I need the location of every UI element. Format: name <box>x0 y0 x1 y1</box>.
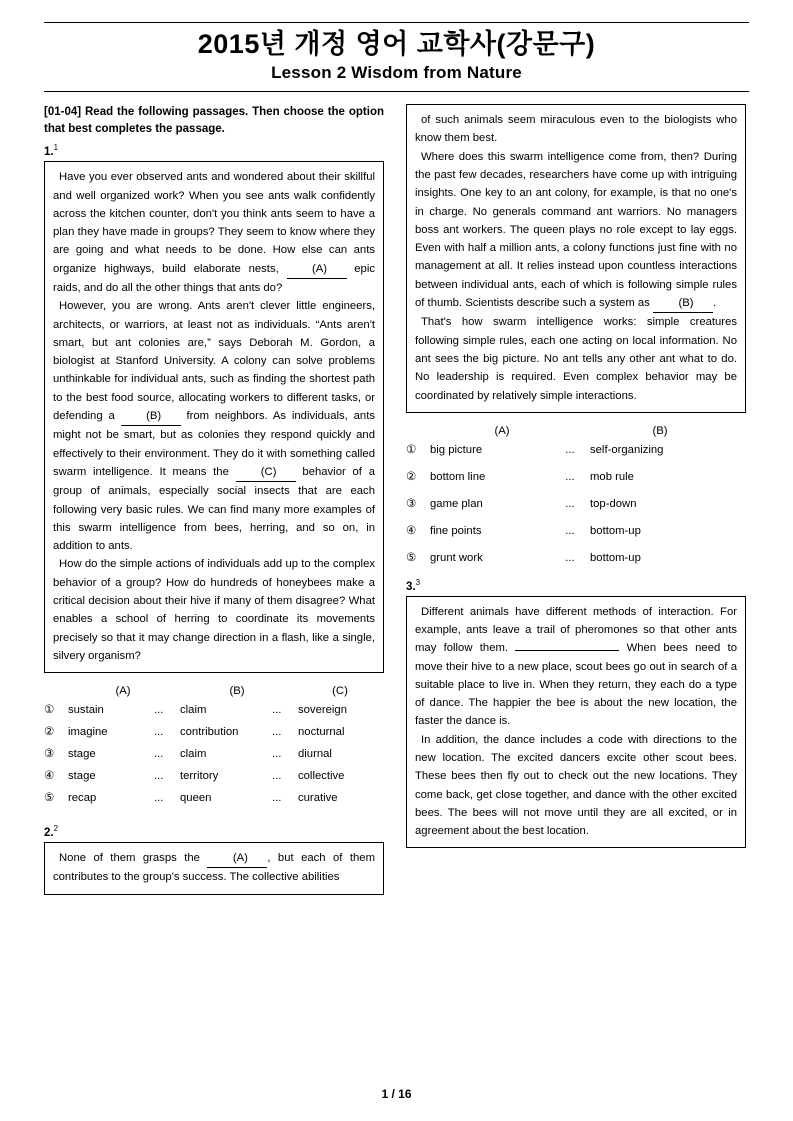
choice-value-a: bottom line <box>430 470 486 483</box>
question-3-label: 3. <box>406 580 416 593</box>
choice-header-c: (C) <box>332 685 348 698</box>
choice-value-c: nocturnal <box>298 726 345 739</box>
choice-value-c: sovereign <box>298 704 347 717</box>
choice-value-b: top-down <box>590 497 637 510</box>
passage-text: of such animals seem miraculous even to the biologists who know them best. <box>415 114 737 145</box>
choice-dots: ... <box>272 748 282 761</box>
passage-text-tail: When bees need to move their hive to a new place, scout bees go out in search of a suitable place to live in. When they return, they each do a type of dance. The happier the bee is about the new location, the faster the dance is. <box>415 642 737 728</box>
choice-dots: ... <box>272 704 282 717</box>
choice-number: ⑤ <box>44 792 55 805</box>
choice-option[interactable] <box>44 791 384 804</box>
page-footer: 1 / 16 <box>381 1087 412 1101</box>
choice-dots: ... <box>154 748 164 761</box>
choice-number: ③ <box>44 748 55 761</box>
choice-dots: ... <box>154 726 164 739</box>
choice-number: ⑤ <box>406 551 417 564</box>
passage-text: In addition, the dance includes a code with directions to the new location. The excited dancers excite other scout bees. These bees then fly out to check out the new locations. They come back, get close together, and dance with the other excited bees. The bees will not move until they are all excited, or in agreement about the best location. <box>415 733 737 838</box>
choice-option[interactable] <box>406 524 746 537</box>
blank-a: (A) <box>287 260 347 279</box>
blank-b: (B) <box>121 407 181 426</box>
choice-option[interactable] <box>44 747 384 760</box>
choice-number: ② <box>44 726 55 739</box>
choice-number: ② <box>406 470 417 483</box>
passage-text: How do the simple actions of individuals add up to the complex behavior of a group? How do hundreds of honeybees make a critical decision about their hive if many of them disagree? What enables a school of herring to coordinate its movements precisely so that it may change direction in a flash, like a single, silvery organism? <box>53 558 375 662</box>
choice-header-spacer <box>44 685 68 697</box>
instruction-text: [01-04] Read the following passages. Then choose the option that best completes the passage. <box>44 106 384 135</box>
choice-dots: ... <box>565 470 575 483</box>
choice-value-a: recap <box>68 792 97 805</box>
question-1-footnote: 1 <box>53 143 59 153</box>
choice-option[interactable] <box>44 703 384 716</box>
choice-value-b: bottom-up <box>590 524 641 537</box>
choice-header-spacer <box>406 425 430 437</box>
choice-header-b: (B) <box>652 424 668 437</box>
choice-dots: ... <box>154 704 164 717</box>
passage-text-mid: from neighbors. As individuals, ants might not be smart, but as colonies they respond quickly and effectively to their environment. They do it with something called swarm intelligence. It means the <box>53 410 375 478</box>
choice-option[interactable] <box>406 470 746 483</box>
choice-value-c: curative <box>298 792 338 805</box>
choice-value-a: fine points <box>430 524 482 537</box>
passage-paragraph <box>53 297 375 555</box>
passage-text-tail: , but each of them contributes to the group's success. The collective abilities <box>53 852 375 884</box>
passage-text-tail: behavior of a group of animals, especially social insects that are each following very basic rules. We can find many more examples of this swarm intelligence from bees, herring, and so on, in addition to ants. <box>53 465 375 553</box>
choice-dots: ... <box>565 497 575 510</box>
question-1-label: 1. <box>44 146 54 159</box>
choice-dots: ... <box>154 792 164 805</box>
choice-dots: ... <box>272 792 282 805</box>
choice-value-a: game plan <box>430 497 483 510</box>
choice-number: ① <box>406 443 417 456</box>
choice-value-a: stage <box>68 770 96 783</box>
choice-dots: ... <box>565 443 575 456</box>
passage-text: However, you are wrong. Ants aren't clever little engineers, architects, or warriors, at least not as individuals. “Ants aren't smart, but ant colonies are,” says Deborah M. Gordon, a biologist at Stanford University. A colony can solve problems unthinkable for individual ants, such as finding the shortest path to the best food source, allocating workers to different tasks, or defending a <box>53 300 375 423</box>
left-column <box>44 104 384 895</box>
question-3-passage <box>406 596 746 849</box>
choice-dots: ... <box>272 726 282 739</box>
choice-value-a: sustain <box>68 704 104 717</box>
passage-text: Different animals have different methods of interaction. For example, ants leave a trail of pheromones so that other ants may follow them. <box>415 605 737 655</box>
passage-text: None of them grasps the <box>59 852 208 865</box>
choice-option[interactable] <box>406 551 746 564</box>
choice-option[interactable] <box>44 725 384 738</box>
question-1-passage <box>44 161 384 673</box>
passage-paragraph <box>53 168 375 297</box>
choice-value-a: imagine <box>68 726 108 739</box>
two-column-body <box>44 104 749 895</box>
question-2-label: 2. <box>44 827 54 840</box>
passage-paragraph <box>53 555 375 665</box>
question-2-number <box>44 824 384 839</box>
choice-number: ④ <box>44 770 55 783</box>
passage-paragraph <box>415 313 737 404</box>
passage-text-tail: epic raids, and do all the other things that ants do? <box>53 262 375 294</box>
choice-header-b: (B) <box>229 685 245 698</box>
passage-text-tail: . <box>712 297 717 310</box>
passage-paragraph <box>53 849 375 887</box>
choice-number: ① <box>44 704 55 717</box>
question-2-passage-continued <box>406 104 746 413</box>
choice-value-b: claim <box>180 748 207 761</box>
choice-value-a: big picture <box>430 443 483 456</box>
choice-value-a: stage <box>68 748 96 761</box>
question-1-choices <box>44 685 384 804</box>
choice-dots: ... <box>272 770 282 783</box>
choice-value-b: contribution <box>180 726 239 739</box>
choice-value-b: queen <box>180 792 212 805</box>
choice-header-a: (A) <box>494 424 510 437</box>
question-1-number <box>44 143 384 158</box>
question-3-footnote: 3 <box>415 577 421 587</box>
choice-dots: ... <box>565 551 575 564</box>
page-header <box>44 22 749 92</box>
page-title: 2015년 개정 영어 교학사(강문구) <box>197 29 596 59</box>
passage-text: Where does this swarm intelligence come from, then? During the past few decades, researchers have come up with intriguing insights. One key to an ant colony, for example, is that no one's in charge. No generals command ant warriors. No managers boss ant workers. The queen plays no role except to lay eggs. Even with half a million ants, a colony functions just fine with no management at all. It relies instead upon countless interactions between individual ants, each of which is following simple rules of thumb. Scientists describe such a system as <box>415 150 737 310</box>
choice-value-b: claim <box>180 704 207 717</box>
choice-header-row <box>406 425 746 437</box>
blank-long <box>515 650 619 651</box>
passage-text: Have you ever observed ants and wondered about their skillful and well organized work? When you see ants walk confidently across the kitchen counter, don't you think ants seem to have a plan they have made in groups? They seem to know where they are going and what needs to be done. How else can ants organize highways, build elaborate nests, <box>53 171 375 275</box>
choice-option[interactable] <box>406 497 746 510</box>
question-2-footnote: 2 <box>53 824 59 834</box>
choice-dots: ... <box>565 524 575 537</box>
choice-value-b: mob rule <box>590 470 634 483</box>
choice-header-row <box>44 685 384 697</box>
choice-value-c: diurnal <box>298 748 332 761</box>
choice-value-b: bottom-up <box>590 551 641 564</box>
choice-dots: ... <box>154 770 164 783</box>
choice-value-c: collective <box>298 770 345 783</box>
choice-value-b: territory <box>180 770 219 783</box>
passage-text: That's how swarm intelligence works: simple creatures following simple rules, each one acting on local information. No ant sees the big picture. No ant tells any other ant what to do. No leadership is required. Even complex behavior may be coordinated by relatively simple interactions. <box>415 316 737 402</box>
question-2-choices <box>406 425 746 564</box>
page-subtitle: Lesson 2 Wisdom from Nature <box>271 63 522 83</box>
right-column <box>406 104 746 895</box>
passage-paragraph <box>415 603 737 731</box>
blank-c: (C) <box>236 463 296 482</box>
passage-paragraph <box>415 731 737 841</box>
question-2-passage-start <box>44 842 384 895</box>
blank-a: (A) <box>207 849 267 868</box>
choice-option[interactable] <box>44 769 384 782</box>
choice-option[interactable] <box>406 443 746 456</box>
choice-number: ④ <box>406 524 417 537</box>
choice-header-a: (A) <box>115 685 131 698</box>
blank-b: (B) <box>653 294 713 313</box>
question-3-number <box>406 578 746 593</box>
choice-value-b: self-organizing <box>590 443 664 456</box>
passage-paragraph <box>415 148 737 314</box>
choice-value-a: grunt work <box>430 551 483 564</box>
choice-number: ③ <box>406 497 417 510</box>
passage-paragraph <box>415 111 737 148</box>
